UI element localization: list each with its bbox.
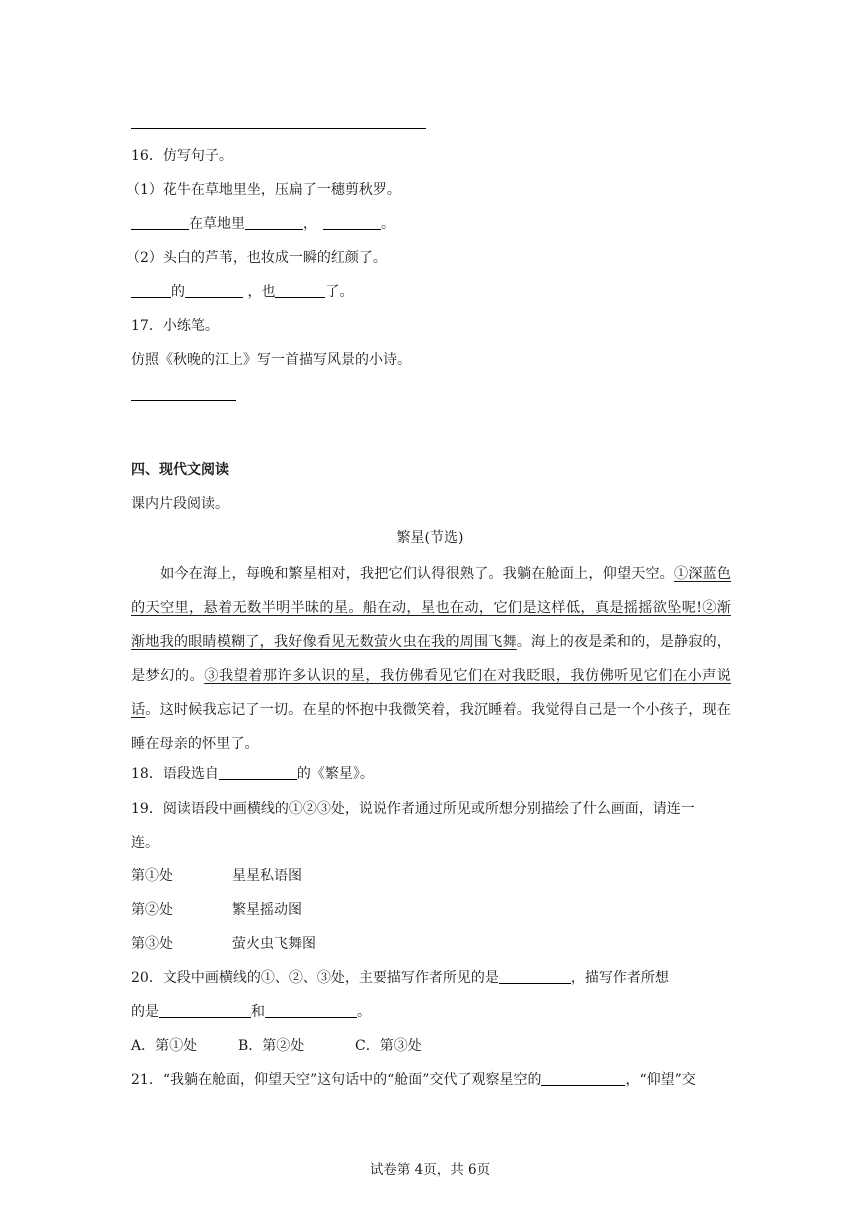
q16-sentence-2: （2）头白的芦苇，也妆成一瞬的红颜了。: [126, 250, 387, 266]
q17-prompt: 仿照《秋晚的江上》写一首描写风景的小诗。: [131, 352, 411, 368]
q20-options: [131, 1036, 422, 1056]
passage-text: 。这时候我忘记了一切。在星的怀抱中我微笑着，我沉睡着。我觉得自己是一个小孩子，现在睡在母亲的怀里了。: [131, 702, 731, 752]
q16-fill-1: [131, 214, 395, 234]
q20-text: 的是: [131, 1004, 159, 1020]
page-footer: 试卷第 4页，共 6页: [369, 1162, 491, 1178]
fill-text: 的: [171, 284, 185, 300]
blank[interactable]: [131, 215, 189, 230]
passage-text: 。海上的夜是柔和的，是静寂的，是梦幻的。: [131, 634, 731, 684]
q18: [131, 764, 374, 784]
fill-text: 在草地里: [189, 216, 245, 232]
q19-line-1: 19．阅读语段中画横线的①②③处，说说作者通过所见或所想分别描绘了什么画面，请连一: [131, 801, 695, 817]
match-right-1[interactable]: 星星私语图: [232, 868, 302, 884]
fill-text: 。: [381, 216, 395, 232]
q20-line-2: [131, 1002, 371, 1022]
underlined-part-1: ①深蓝色的天空里，悬着无数半明半昧的星。船在动，星也在动，它们是这样低，真是摇摇欲坠呢!: [131, 566, 731, 616]
fill-text: 了。: [325, 284, 354, 300]
blank[interactable]: [323, 215, 381, 230]
q21-text: 21．“我躺在舱面，仰望天空”这句话中的“舱面”交代了观察星空的: [131, 1072, 542, 1088]
option-b[interactable]: B．第②处: [238, 1038, 305, 1054]
fill-text: ，也: [243, 284, 276, 300]
q20-text: 。: [357, 1004, 371, 1020]
answer-line-q17[interactable]: [131, 400, 236, 401]
match-left-2[interactable]: 第②处: [131, 902, 173, 918]
option-a[interactable]: A．第①处: [131, 1038, 198, 1054]
passage-title: 繁星(节选): [396, 530, 464, 546]
blank[interactable]: [131, 283, 171, 298]
blank[interactable]: [541, 1071, 625, 1086]
answer-line-q15: [131, 128, 426, 129]
option-c[interactable]: C．第③处: [355, 1038, 422, 1054]
q21-text: ，“仰望”交: [625, 1072, 696, 1088]
q19-line-2: 连。: [131, 835, 159, 851]
match-right-3[interactable]: 萤火虫飞舞图: [232, 936, 316, 952]
underlined-part-2: ②渐渐地我的眼睛模糊了，我好像看见无数萤火虫在我的周围飞舞: [131, 600, 731, 650]
q20-line-1: [131, 968, 669, 988]
q20-text: 和: [251, 1004, 265, 1020]
q16-title: 16．仿写句子。: [131, 148, 233, 164]
match-left-1[interactable]: 第①处: [131, 868, 173, 884]
q18-text: 的《繁星》。: [296, 766, 374, 782]
fill-text: ，: [303, 216, 317, 232]
blank[interactable]: [275, 283, 325, 298]
passage: [131, 557, 731, 761]
section-intro: 课内片段阅读。: [131, 496, 229, 512]
q20-text: ，描写作者所想: [570, 970, 669, 986]
match-left-3[interactable]: 第③处: [131, 936, 173, 952]
blank[interactable]: [265, 1003, 357, 1018]
blank[interactable]: [159, 1003, 251, 1018]
section-heading: 四、现代文阅读: [131, 462, 229, 478]
blank[interactable]: [185, 283, 243, 298]
underlined-part-3: ③我望着那许多认识的星，我仿佛看见它们在对我眨眼，我仿佛听见它们在小声说话: [131, 668, 731, 718]
q16-sentence-1: （1）花牛在草地里坐，压扁了一穗剪秋罗。: [126, 182, 401, 198]
match-right-2[interactable]: 繁星摇动图: [232, 902, 302, 918]
q17-title: 17．小练笔。: [131, 318, 219, 334]
q21-line-1: [131, 1070, 696, 1090]
blank[interactable]: [219, 765, 297, 780]
q16-fill-2: [131, 282, 353, 302]
q18-text: 18．语段选自: [131, 766, 219, 782]
blank[interactable]: [499, 969, 571, 984]
passage-text: 如今在海上，每晚和繁星相对，我把它们认得很熟了。我躺在舱面上，仰望天空。: [160, 566, 674, 582]
blank[interactable]: [245, 215, 303, 230]
q20-text: 20．文段中画横线的①、②、③处，主要描写作者所见的是: [131, 970, 499, 986]
